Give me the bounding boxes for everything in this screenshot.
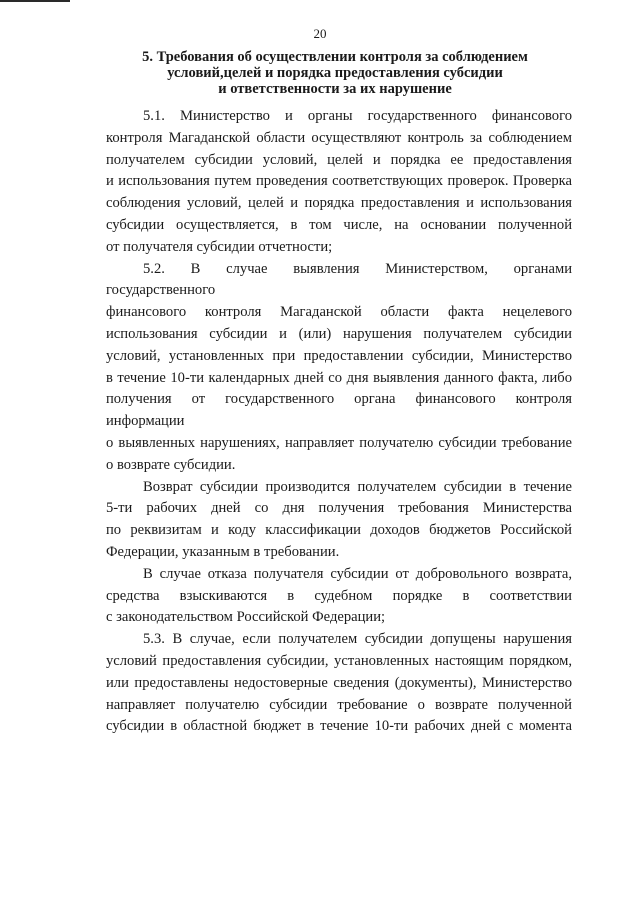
text-line: субсидии в областной бюджет в течение 10-ти рабочих дней с момента (106, 718, 572, 735)
text-line: от получателя субсидии отчетности; (106, 238, 333, 255)
text-line: получателем субсидии условий, целей и порядка ее предоставления (106, 151, 572, 168)
text-line: В случае отказа получателя субсидии от добровольного возврата, (143, 565, 572, 582)
text-line: о выявленных нарушениях, направляет получателю субсидии требование (106, 434, 572, 451)
text-line: использования субсидии и (или) нарушения получателем субсидии (106, 325, 572, 342)
text-line: о возврате субсидии. (106, 456, 236, 473)
text-line: получения от государственного органа финансового контроля информации (106, 391, 572, 430)
scan-edge-mark (0, 0, 70, 2)
text-line: условий, установленных при предоставлении субсидии, Министерство (106, 347, 572, 364)
section-title-line: и ответственности за их нарушение (218, 81, 452, 97)
text-line: условий предоставления субсидии, установленных настоящим порядком, (106, 652, 572, 669)
text-line: по реквизитам и коду классификации доходов бюджетов Российской (106, 522, 572, 539)
text-line: направляет получателю субсидии требование о возврате полученной (106, 696, 572, 713)
page-number: 20 (313, 26, 327, 41)
text-line: средства взыскиваются в судебном порядке в соответствии (106, 587, 572, 604)
text-line: с законодательством Российской Федерации; (106, 609, 386, 626)
document-body (106, 106, 572, 738)
section-title (130, 49, 540, 97)
text-line: в течение 10-ти календарных дней со дня выявления данного факта, либо (106, 369, 572, 386)
text-line: контроля Магаданской области осуществляют контроль за соблюдением (106, 129, 572, 146)
text-line: 5.3. В случае, если получателем субсидии допущены нарушения (143, 631, 572, 648)
section-title-line: условий,целей и порядка предоставления субсидии (167, 65, 503, 81)
text-line: Федерации, указанным в требовании. (106, 543, 340, 560)
text-line: субсидии осуществляется, в том числе, на основании полученной (106, 216, 572, 233)
text-line: и использования путем проведения соответствующих проверок. Проверка (106, 173, 572, 190)
text-line: 5-ти рабочих дней со дня получения требования Министерства (106, 500, 572, 517)
text-line: финансового контроля Магаданской области факта нецелевого (106, 304, 572, 321)
text-line: 5.1. Министерство и органы государственного финансового (143, 108, 572, 124)
text-line: или предоставлены недостоверные сведения (документы), Министерство (106, 674, 572, 691)
text-line: 5.2. В случае выявления Министерством, органами государственного (106, 260, 572, 299)
text-line: соблюдения условий, целей и порядка предоставления и использования (106, 195, 572, 212)
section-title-line: 5. Требования об осуществлении контроля за соблюдением (142, 49, 528, 65)
text-line: Возврат субсидии производится получателем субсидии в течение (143, 478, 572, 495)
